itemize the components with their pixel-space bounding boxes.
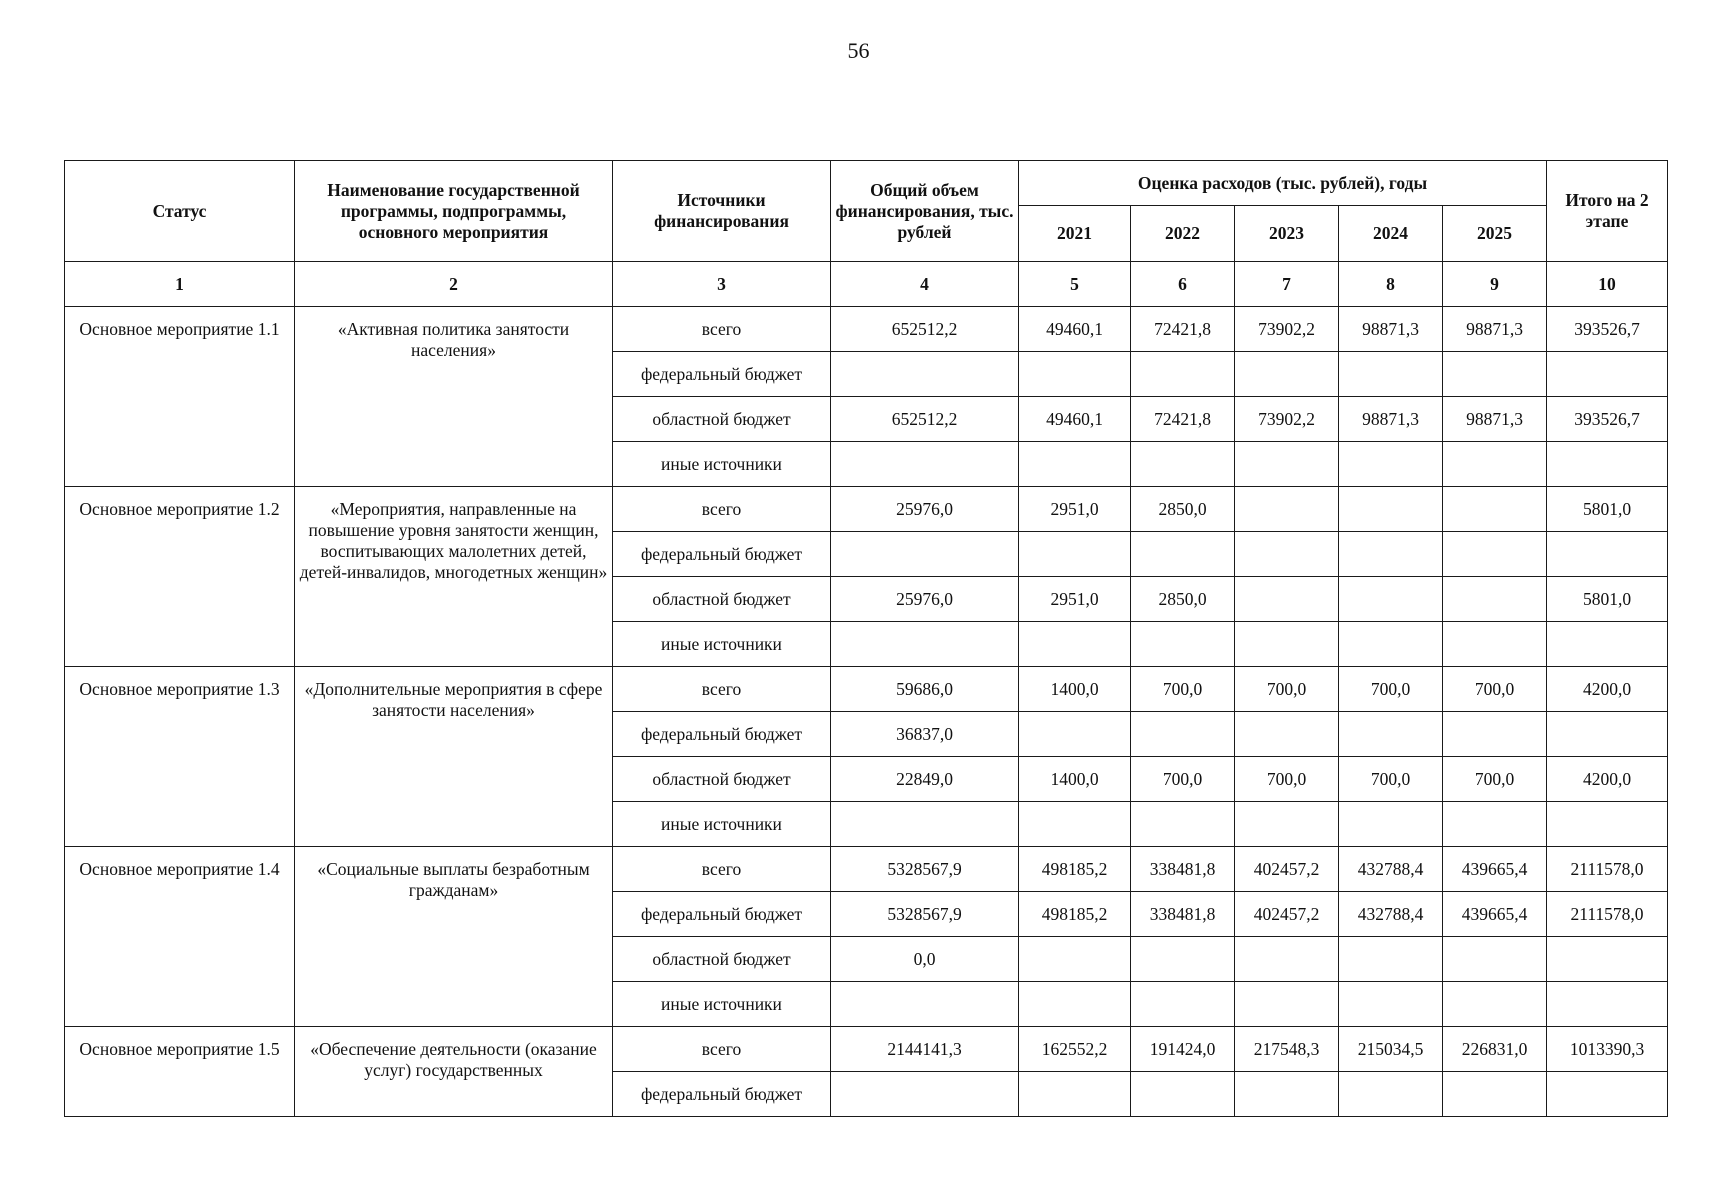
- column-number: 4: [831, 262, 1019, 307]
- cell-source: иные источники: [613, 622, 831, 667]
- header-year: 2022: [1131, 206, 1235, 262]
- column-number: 5: [1019, 262, 1131, 307]
- cell-year-value: [1339, 487, 1443, 532]
- table-row: [65, 847, 1668, 892]
- cell-source: федеральный бюджет: [613, 1072, 831, 1117]
- cell-year-value: [1443, 577, 1547, 622]
- cell-year-value: 700,0: [1131, 667, 1235, 712]
- cell-total: 36837,0: [831, 712, 1019, 757]
- table-row: [65, 667, 1668, 712]
- cell-year-value: [1443, 442, 1547, 487]
- cell-stage-total: [1547, 937, 1668, 982]
- header-total: Общий объем финансирования, тыс. рублей: [831, 161, 1019, 262]
- cell-source: всего: [613, 847, 831, 892]
- cell-year-value: [1443, 622, 1547, 667]
- cell-year-value: 217548,3: [1235, 1027, 1339, 1072]
- cell-source: иные источники: [613, 982, 831, 1027]
- cell-stage-total: [1547, 532, 1668, 577]
- cell-total: [831, 622, 1019, 667]
- cell-source: федеральный бюджет: [613, 892, 831, 937]
- column-number: 8: [1339, 262, 1443, 307]
- cell-year-value: [1339, 442, 1443, 487]
- cell-name: «Мероприятия, направленные на повышение уровня занятости женщин, воспитывающих малолетних детей, детей-инвалидов, многодетных женщин»: [295, 487, 613, 667]
- cell-total: 59686,0: [831, 667, 1019, 712]
- cell-year-value: 498185,2: [1019, 892, 1131, 937]
- cell-stage-total: [1547, 802, 1668, 847]
- cell-year-value: [1443, 487, 1547, 532]
- cell-year-value: [1339, 712, 1443, 757]
- cell-status: Основное мероприятие 1.1: [65, 307, 295, 487]
- cell-stage-total: [1547, 442, 1668, 487]
- header-year: 2023: [1235, 206, 1339, 262]
- cell-stage-total: [1547, 712, 1668, 757]
- cell-total: 5328567,9: [831, 847, 1019, 892]
- cell-name: «Социальные выплаты безработным гражданам»: [295, 847, 613, 1027]
- cell-name: «Дополнительные мероприятия в сфере занятости населения»: [295, 667, 613, 847]
- cell-status: Основное мероприятие 1.4: [65, 847, 295, 1027]
- table-row: [65, 1027, 1668, 1072]
- cell-year-value: 2951,0: [1019, 487, 1131, 532]
- cell-year-value: 2951,0: [1019, 577, 1131, 622]
- cell-year-value: 700,0: [1443, 667, 1547, 712]
- cell-stage-total: [1547, 982, 1668, 1027]
- cell-year-value: [1339, 577, 1443, 622]
- cell-year-value: 226831,0: [1443, 1027, 1547, 1072]
- cell-stage-total: 4200,0: [1547, 667, 1668, 712]
- cell-year-value: 700,0: [1339, 757, 1443, 802]
- cell-year-value: 2850,0: [1131, 487, 1235, 532]
- cell-source: областной бюджет: [613, 577, 831, 622]
- table-body: [65, 307, 1668, 1117]
- column-number: 1: [65, 262, 295, 307]
- header-status: Статус: [65, 161, 295, 262]
- cell-year-value: 162552,2: [1019, 1027, 1131, 1072]
- cell-year-value: [1339, 937, 1443, 982]
- cell-year-value: [1235, 487, 1339, 532]
- cell-year-value: [1235, 982, 1339, 1027]
- header-estimate: Оценка расходов (тыс. рублей), годы: [1019, 161, 1547, 206]
- cell-source: иные источники: [613, 442, 831, 487]
- cell-status: Основное мероприятие 1.3: [65, 667, 295, 847]
- cell-year-value: [1443, 712, 1547, 757]
- cell-source: всего: [613, 1027, 831, 1072]
- cell-year-value: [1019, 1072, 1131, 1117]
- cell-total: 652512,2: [831, 307, 1019, 352]
- cell-year-value: [1019, 802, 1131, 847]
- cell-year-value: 498185,2: [1019, 847, 1131, 892]
- cell-year-value: [1131, 352, 1235, 397]
- cell-year-value: [1131, 442, 1235, 487]
- cell-stage-total: 1013390,3: [1547, 1027, 1668, 1072]
- column-number: 3: [613, 262, 831, 307]
- table-row: [65, 487, 1668, 532]
- cell-year-value: [1235, 352, 1339, 397]
- cell-source: всего: [613, 487, 831, 532]
- cell-year-value: 338481,8: [1131, 892, 1235, 937]
- financing-table: [64, 160, 1668, 1117]
- cell-year-value: 432788,4: [1339, 847, 1443, 892]
- cell-year-value: [1131, 982, 1235, 1027]
- page-number: 56: [847, 38, 870, 63]
- cell-year-value: 402457,2: [1235, 847, 1339, 892]
- cell-stage-total: 393526,7: [1547, 307, 1668, 352]
- cell-year-value: [1131, 802, 1235, 847]
- cell-source: федеральный бюджет: [613, 352, 831, 397]
- cell-year-value: [1131, 937, 1235, 982]
- cell-status: Основное мероприятие 1.2: [65, 487, 295, 667]
- header-year: 2024: [1339, 206, 1443, 262]
- cell-year-value: 98871,3: [1443, 307, 1547, 352]
- cell-year-value: [1443, 802, 1547, 847]
- cell-year-value: [1339, 532, 1443, 577]
- cell-year-value: 2850,0: [1131, 577, 1235, 622]
- cell-year-value: [1131, 712, 1235, 757]
- cell-year-value: 700,0: [1235, 667, 1339, 712]
- cell-year-value: 439665,4: [1443, 892, 1547, 937]
- column-numbers-row: [65, 262, 1668, 307]
- cell-total: [831, 1072, 1019, 1117]
- cell-source: федеральный бюджет: [613, 712, 831, 757]
- cell-total: [831, 532, 1019, 577]
- cell-year-value: [1443, 937, 1547, 982]
- cell-year-value: [1235, 532, 1339, 577]
- cell-year-value: [1235, 442, 1339, 487]
- cell-year-value: [1339, 982, 1443, 1027]
- cell-source: областной бюджет: [613, 397, 831, 442]
- cell-stage-total: 2111578,0: [1547, 847, 1668, 892]
- cell-source: иные источники: [613, 802, 831, 847]
- column-number: 2: [295, 262, 613, 307]
- cell-stage-total: 393526,7: [1547, 397, 1668, 442]
- column-number: 9: [1443, 262, 1547, 307]
- header-sources: Источники финансирования: [613, 161, 831, 262]
- cell-stage-total: [1547, 622, 1668, 667]
- cell-total: 5328567,9: [831, 892, 1019, 937]
- column-number: 7: [1235, 262, 1339, 307]
- cell-source: федеральный бюджет: [613, 532, 831, 577]
- cell-source: областной бюджет: [613, 757, 831, 802]
- cell-year-value: [1019, 352, 1131, 397]
- cell-year-value: [1443, 352, 1547, 397]
- cell-year-value: 191424,0: [1131, 1027, 1235, 1072]
- header-name: Наименование государственной программы, подпрограммы, основного мероприятия: [295, 161, 613, 262]
- cell-stage-total: [1547, 352, 1668, 397]
- cell-year-value: 700,0: [1235, 757, 1339, 802]
- cell-year-value: [1339, 352, 1443, 397]
- cell-year-value: 700,0: [1339, 667, 1443, 712]
- cell-year-value: 700,0: [1131, 757, 1235, 802]
- cell-stage-total: 2111578,0: [1547, 892, 1668, 937]
- cell-total: 652512,2: [831, 397, 1019, 442]
- cell-year-value: [1235, 1072, 1339, 1117]
- cell-year-value: 98871,3: [1339, 397, 1443, 442]
- cell-year-value: [1019, 532, 1131, 577]
- cell-total: [831, 352, 1019, 397]
- cell-year-value: [1235, 802, 1339, 847]
- column-number: 6: [1131, 262, 1235, 307]
- cell-year-value: 700,0: [1443, 757, 1547, 802]
- cell-year-value: 73902,2: [1235, 397, 1339, 442]
- header-stage-total: Итого на 2 этапе: [1547, 161, 1668, 262]
- cell-year-value: [1235, 712, 1339, 757]
- cell-stage-total: 4200,0: [1547, 757, 1668, 802]
- cell-year-value: [1131, 622, 1235, 667]
- cell-stage-total: 5801,0: [1547, 577, 1668, 622]
- cell-total: [831, 802, 1019, 847]
- cell-total: 25976,0: [831, 487, 1019, 532]
- cell-total: 0,0: [831, 937, 1019, 982]
- cell-year-value: [1131, 1072, 1235, 1117]
- cell-total: 25976,0: [831, 577, 1019, 622]
- cell-year-value: 338481,8: [1131, 847, 1235, 892]
- header-year: 2021: [1019, 206, 1131, 262]
- cell-year-value: [1443, 1072, 1547, 1117]
- cell-year-value: 98871,3: [1339, 307, 1443, 352]
- cell-year-value: [1019, 442, 1131, 487]
- cell-year-value: 215034,5: [1339, 1027, 1443, 1072]
- cell-year-value: [1019, 622, 1131, 667]
- cell-year-value: 49460,1: [1019, 397, 1131, 442]
- cell-year-value: [1235, 937, 1339, 982]
- cell-total: 22849,0: [831, 757, 1019, 802]
- cell-year-value: 1400,0: [1019, 757, 1131, 802]
- cell-year-value: [1339, 1072, 1443, 1117]
- cell-source: областной бюджет: [613, 937, 831, 982]
- cell-year-value: [1235, 622, 1339, 667]
- column-number: 10: [1547, 262, 1668, 307]
- table-row: [65, 307, 1668, 352]
- cell-year-value: [1019, 712, 1131, 757]
- cell-year-value: [1339, 622, 1443, 667]
- cell-year-value: [1443, 982, 1547, 1027]
- header-row: [65, 161, 1668, 206]
- cell-total: [831, 442, 1019, 487]
- cell-year-value: 402457,2: [1235, 892, 1339, 937]
- cell-year-value: [1339, 802, 1443, 847]
- cell-total: [831, 982, 1019, 1027]
- cell-year-value: 49460,1: [1019, 307, 1131, 352]
- cell-year-value: [1019, 937, 1131, 982]
- cell-status: Основное мероприятие 1.5: [65, 1027, 295, 1117]
- cell-year-value: [1131, 532, 1235, 577]
- cell-year-value: 1400,0: [1019, 667, 1131, 712]
- cell-year-value: 72421,8: [1131, 397, 1235, 442]
- header-year: 2025: [1443, 206, 1547, 262]
- cell-source: всего: [613, 667, 831, 712]
- cell-stage-total: [1547, 1072, 1668, 1117]
- cell-year-value: [1019, 982, 1131, 1027]
- cell-name: «Активная политика занятости населения»: [295, 307, 613, 487]
- cell-name: «Обеспечение деятельности (оказание услуг) государственных: [295, 1027, 613, 1117]
- cell-year-value: 72421,8: [1131, 307, 1235, 352]
- cell-source: всего: [613, 307, 831, 352]
- cell-stage-total: 5801,0: [1547, 487, 1668, 532]
- cell-year-value: 439665,4: [1443, 847, 1547, 892]
- cell-year-value: [1235, 577, 1339, 622]
- cell-year-value: [1443, 532, 1547, 577]
- cell-year-value: 73902,2: [1235, 307, 1339, 352]
- cell-year-value: 432788,4: [1339, 892, 1443, 937]
- cell-total: 2144141,3: [831, 1027, 1019, 1072]
- cell-year-value: 98871,3: [1443, 397, 1547, 442]
